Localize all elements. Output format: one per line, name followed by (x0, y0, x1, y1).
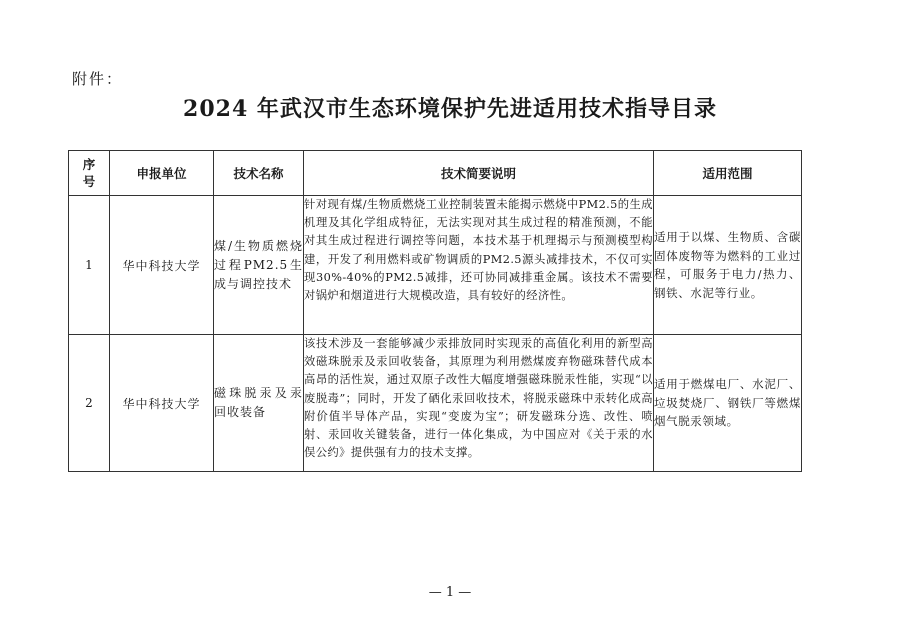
row-number: 2 (69, 335, 110, 472)
document-title: 2024 年武汉市生态环境保护先进适用技术指导目录 (183, 96, 717, 122)
row-technology-name: 磁珠脱汞及汞回收装备 (214, 335, 304, 472)
row-scope: 适用于燃煤电厂、水泥厂、垃圾焚烧厂、钢铁厂等燃煤烟气脱汞领域。 (654, 335, 802, 472)
column-header-unit: 申报单位 (110, 151, 214, 196)
row-number: 1 (69, 196, 110, 335)
row-unit: 华中科技大学 (110, 196, 214, 335)
row-description: 针对现有煤/生物质燃烧工业控制装置未能揭示燃烧中PM2.5的生成机理及其化学组成特征，无法实现对其生成过程的精准预测，不能对其生成过程进行调控等问题，本技术基于机理揭示与预测模型构建，开发了利用燃料或矿物调质的PM2.5源头减排技术，不仅可实现30%-40%的PM2.5减排，还可协同减排重金属。该技术不需要对锅炉和烟道进行大规模改造，具有较好的经济性。 (304, 196, 654, 335)
page-number: — 1 — (428, 585, 472, 600)
row-unit: 华中科技大学 (110, 335, 214, 472)
row-description: 该技术涉及一套能够减少汞排放同时实现汞的高值化利用的新型高效磁珠脱汞及汞回收装备，其原理为利用燃煤废弃物磁珠替代成本高昂的活性炭，通过双原子改性大幅度增强磁珠脱汞性能，实现“以废脱毒”；同时，开发了硒化汞回收技术，将脱汞磁珠中汞转化成高附价值半导体产品，实现“变废为宝”；研发磁珠分选、改性、喷射、汞回收关键装备，进行一体化集成，为中国应对《关于汞的水俣公约》提供强有力的技术支撑。 (304, 335, 654, 472)
column-header-number: 序号 (69, 151, 110, 196)
attachment-label: 附件： (72, 70, 124, 88)
column-header-description: 技术简要说明 (304, 151, 654, 196)
table-row (69, 335, 802, 472)
technology-catalog-table (68, 150, 802, 472)
table-header-row (69, 151, 802, 196)
column-header-name: 技术名称 (214, 151, 304, 196)
table-row (69, 196, 802, 335)
column-header-scope: 适用范围 (654, 151, 802, 196)
row-technology-name: 煤/生物质燃烧过程PM2.5生成与调控技术 (214, 196, 304, 335)
row-scope: 适用于以煤、生物质、含碳固体废物等为燃料的工业过程，可服务于电力/热力、钢铁、水泥等行业。 (654, 196, 802, 335)
